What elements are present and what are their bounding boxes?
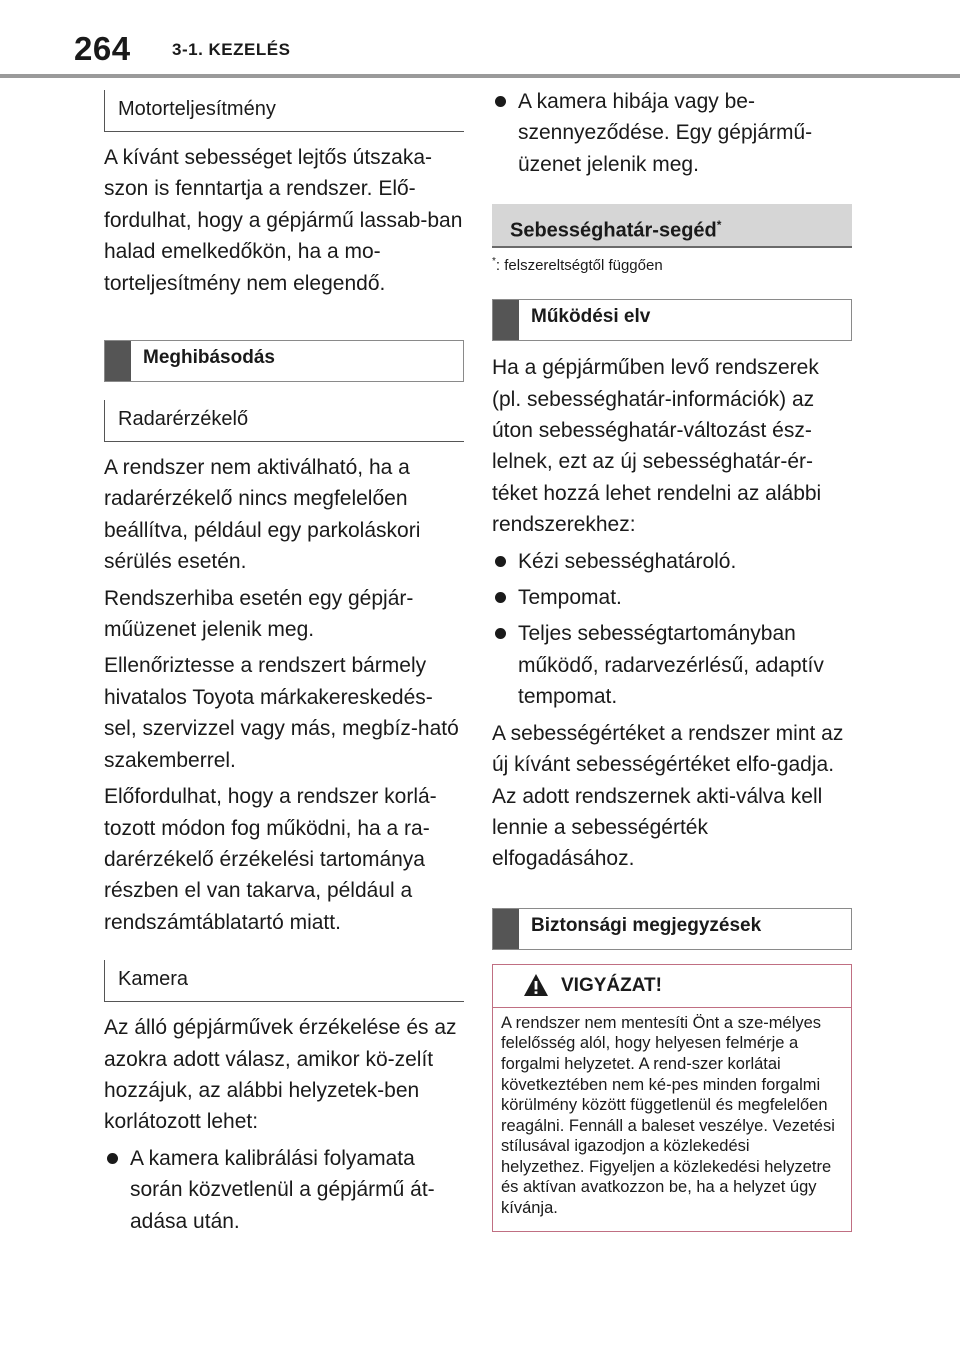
list-item: Kézi sebességhatároló. xyxy=(492,546,852,577)
acceptance-paragraph: A sebességértéket a rendszer mint az új kívánt sebességértéket elfo-gadja. Az adott rendszernek akti-válva kell lennie a sebességérték elfogadásához. xyxy=(492,721,844,871)
footnote-mark: * xyxy=(492,256,496,268)
list-item: Tempomat. xyxy=(492,582,852,613)
optional-equipment-mark: * xyxy=(716,218,722,233)
camera-heading: Kamera xyxy=(104,960,464,1002)
heading-bar xyxy=(493,300,519,340)
principle-heading-label: Működési elv xyxy=(531,306,651,328)
speed-limit-assist-title: Sebességhatár-segéd xyxy=(510,219,717,242)
radar-heading: Radarérzékelő xyxy=(104,400,464,442)
radar-paragraph-1: A rendszer nem aktiválható, ha a radarérzékelő nincs megfelelően beállítva, például egy parkoláskori sérülés esetén. xyxy=(104,456,421,574)
camera-paragraph: Az álló gépjárművek érzékelése és az azokra adott válasz, amikor kö-zelít hozzájuk, az alábbi helyzetek-ben korlátozott lehet: xyxy=(104,1016,457,1134)
page-number: 264 xyxy=(74,30,131,67)
footnote-text: : felszereltségtől függően xyxy=(495,257,663,275)
list-item: Teljes sebességtartományban működő, radarvezérlésű, adaptív tempomat. xyxy=(492,618,852,712)
header-rule xyxy=(0,74,960,78)
warning-title: VIGYÁZAT! xyxy=(561,974,662,996)
right-column xyxy=(492,86,852,1232)
section-title: 3-1. KEZELÉS xyxy=(172,40,291,59)
footnote xyxy=(492,256,852,274)
radar-paragraph-2: Rendszerhiba esetén egy gépjár-műüzenet jelenik meg. xyxy=(104,586,414,642)
fault-box-heading xyxy=(104,340,464,382)
fault-heading-label: Meghibásodás xyxy=(143,347,275,369)
safety-heading-label: Biztonsági megjegyzések xyxy=(531,914,762,936)
principle-paragraph: Ha a gépjárműben levő rendszerek (pl. sebességhatár-információk) az úton sebességhatár-változást ész-lelnek, ezt az új sebességhatár-ér-téket hozzá lehet rendelni az alábbi rendszerekhez: xyxy=(492,356,822,537)
list-item: A kamera kalibrálási folyamata során közvetlenül a gépjármű át-adása után. xyxy=(104,1143,464,1237)
warning-text: A rendszer nem mentesíti Önt a sze-mélyes felelősség alól, hogy helyesen felmérje a forgalmi helyzetet. A rend-szer korlátai következtében nem ké-pes minden forgalmi körülmény között függetlenül és megfelelően reagálni. Fennáll a baleset veszélye. Vezetési stílusával igazodjon a közlekedési helyzethez. Figyeljen a közlekedési helyzetre és aktívan avatkozzon be, ha a helyzet úgy kívánja. xyxy=(501,1013,835,1218)
heading-bar xyxy=(493,909,519,949)
principle-box-heading xyxy=(492,299,852,341)
warning-box xyxy=(492,964,852,1232)
motor-heading: Motorteljesítmény xyxy=(104,90,464,132)
page-header xyxy=(0,0,960,78)
left-column xyxy=(104,90,464,1237)
radar-paragraph-4: Előfordulhat, hogy a rendszer korlá-tozott módon fog működni, ha a ra-darérzékelő érzékelési tartománya részben el van takarva, például a rendszámtáblatartó miatt. xyxy=(104,785,437,934)
warning-triangle-icon xyxy=(523,973,549,997)
heading-bar xyxy=(105,341,131,381)
warning-header xyxy=(493,965,851,1008)
speed-limit-assist-heading xyxy=(492,204,852,248)
list-item: A kamera hibája vagy be-szennyeződése. Egy gépjármű-üzenet jelenik meg. xyxy=(492,86,852,180)
radar-paragraph-3: Ellenőriztesse a rendszert bármely hivatalos Toyota márkakereskedés-sel, szervizzel vagy más, megbíz-ható szakemberrel. xyxy=(104,654,459,772)
safety-box-heading xyxy=(492,908,852,950)
motor-paragraph: A kívánt sebességet lejtős útszaka-szon is fenntartja a rendszer. Elő-fordulhat, hogy a gépjármű lassab-ban halad emelkedőkön, ha a mo-torteljesítmény nem elegendő. xyxy=(104,146,463,295)
